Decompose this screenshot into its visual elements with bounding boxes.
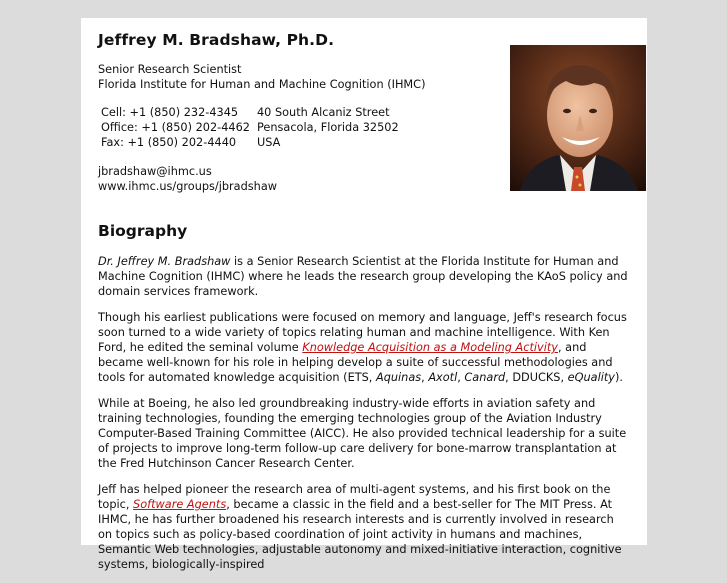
knowledge-acquisition-book-link[interactable]: Knowledge Acquisition as a Modeling Activity xyxy=(302,341,558,354)
title-block xyxy=(98,62,425,92)
bio-p2-text-a: Though his earliest publications were focused on memory and language, Jeff's research focus soon turned to a wide variety of topics relating human and machine intelligence. With Ken Ford, he edited the seminal volume xyxy=(98,311,627,354)
separator: , xyxy=(421,371,429,384)
web-contacts xyxy=(98,164,277,194)
cell-phone: Cell: +1 (850) 232-4345 xyxy=(101,106,239,119)
bio-p1-text: is a Senior Research Scientist at the Florida Institute for Human and Machine Cognition (IHMC) where he leads the research group developing the KAoS policy and domain services framework. xyxy=(98,255,628,298)
bio-paragraph-1 xyxy=(98,254,628,299)
city-state-zip: Pensacola, Florida 32502 xyxy=(257,121,399,134)
country: USA xyxy=(257,136,281,149)
fax-number: Fax: +1 (850) 202-4440 xyxy=(101,136,237,149)
bio-p4-text-b: , became a classic in the field and a best-seller for The MIT Press. At IHMC, he has further broadened his research interests and is currently involved in research on topics such as policy-based coordination of joint activity in humans and machines, Semantic Web technologies, adjustable autonomy and mixed-initiative interaction, cognitive systems, biologically-inspired xyxy=(98,498,622,571)
profile-page xyxy=(81,18,647,571)
separator: , xyxy=(457,371,465,384)
bio-p4-text-a: Jeff has helped pioneer the research area of multi-agent systems, and his first book on the topic, xyxy=(98,483,611,511)
tool-aquinas: Aquinas xyxy=(375,371,422,384)
office-phone: Office: +1 (850) 202-4462 xyxy=(101,121,250,134)
tool-equality: eQuality xyxy=(567,371,615,384)
street-address: 40 South Alcaniz Street xyxy=(257,106,390,119)
job-title: Senior Research Scientist xyxy=(98,63,242,76)
biography-heading: Biography xyxy=(98,222,188,240)
page-title: Jeffrey M. Bradshaw, Ph.D. xyxy=(98,31,335,49)
bio-paragraph-4 xyxy=(98,482,628,572)
tool-axotl: Axotl xyxy=(428,371,458,384)
page-content xyxy=(98,31,628,571)
bio-p2-text-c: , DDUCKS, xyxy=(505,371,568,384)
contact-table xyxy=(101,105,399,150)
portrait-image xyxy=(510,45,646,191)
bio-p2-text-b: , and became well-known for his role in helping develop a suite of successful methodologies and tools for automated knowledge acquisition (ETS, xyxy=(98,341,613,384)
tool-canard: Canard xyxy=(464,371,506,384)
biography-text xyxy=(98,254,628,583)
portrait-photo xyxy=(510,45,646,191)
email-address: jbradshaw@ihmc.us xyxy=(98,165,212,178)
bio-p2-end: ). xyxy=(614,371,623,384)
website-address: www.ihmc.us/groups/jbradshaw xyxy=(98,180,277,193)
bio-paragraph-2 xyxy=(98,310,628,385)
bio-paragraph-3: While at Boeing, he also led groundbreaking industry-wide efforts in aviation safety and training technologies, founding the emerging technologies group of the Aviation Industry Computer-Based Training Committee (AICC). He also provided technical leadership for a suite of projects to improve long-term follow-up care delivery for bone-marrow transplantation at the Fred Hutchinson Cancer Research Center. xyxy=(98,397,627,470)
organization: Florida Institute for Human and Machine Cognition (IHMC) xyxy=(98,78,426,91)
bio-name: Dr. Jeffrey M. Bradshaw xyxy=(98,255,231,268)
software-agents-book-link[interactable]: Software Agents xyxy=(133,498,227,511)
